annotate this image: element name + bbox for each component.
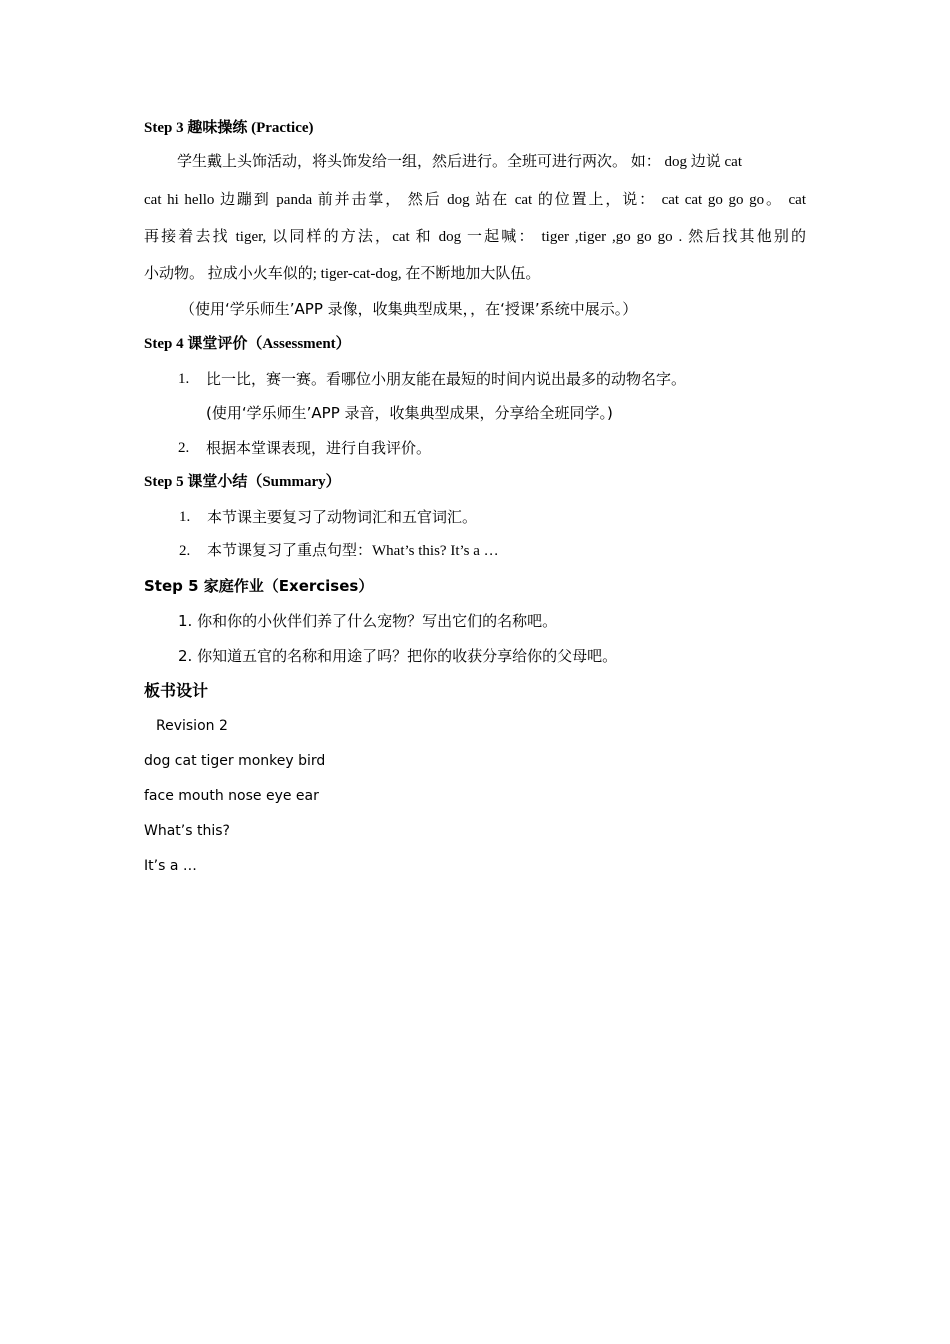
step5-summary-item-1-text: 本节课主要复习了动物词汇和五官词汇。 xyxy=(207,508,478,526)
step4-item-1-number: 1. xyxy=(178,371,190,387)
step3-paragraph-line-3: 再接着去找 tiger, 以同样的方法，cat 和 dog 一起喊： tiger ,tiger ,go go go . 然后找其他别的 xyxy=(144,229,806,245)
board-title: Revision 2 xyxy=(156,718,228,734)
step5-exercises-item-1: 1. 你和你的小伙伴们养了什么宠物？写出它们的名称吧。 xyxy=(178,612,558,630)
step5-exercises-item-2: 2. 你知道五官的名称和用途了吗？把你的收获分享给你的父母吧。 xyxy=(178,647,618,665)
step3-paragraph-line-2: cat hi hello 边蹦到 panda 前并击掌， 然后 dog 站在 cat 的位置上，说： cat cat go go go。 cat xyxy=(144,192,806,208)
step3-paragraph-line-1: 学生戴上头饰活动，将头饰发给一组，然后进行。全班可进行两次。 如： dog 边说 cat xyxy=(177,154,742,170)
step3-heading: Step 3 趣味操练 (Practice) xyxy=(144,120,314,136)
step4-item-1-text: 比一比，赛一赛。看哪位小朋友能在最短的时间内说出最多的动物名字。 xyxy=(206,370,687,388)
step5-summary-item-1-number: 1. xyxy=(179,509,191,525)
board-line-2: face mouth nose eye ear xyxy=(144,788,319,804)
board-heading: 板书设计 xyxy=(144,681,209,700)
step3-paragraph-line-4: 小动物。 拉成小火车似的; tiger-cat-dog, 在不断地加大队伍。 xyxy=(144,266,541,282)
step4-item-1-note: (使用‘学乐师生’APP 录音，收集典型成果，分享给全班同学。) xyxy=(206,404,613,422)
step3-note: （使用‘学乐师生’APP 录像，收集典型成果，，在‘授课’系统中展示。） xyxy=(180,300,638,318)
step4-item-2-text: 根据本堂课表现，进行自我评价。 xyxy=(206,439,432,457)
step4-item-2-number: 2. xyxy=(178,440,190,456)
step5-summary-item-2-number: 2. xyxy=(179,543,191,559)
board-line-3: What’s this? xyxy=(144,823,230,839)
step4-heading: Step 4 课堂评价（Assessment） xyxy=(144,336,351,352)
board-line-4: It’s a … xyxy=(144,858,197,874)
step5-summary-heading: Step 5 课堂小结（Summary） xyxy=(144,474,341,490)
board-line-1: dog cat tiger monkey bird xyxy=(144,753,326,769)
step5-exercises-heading: Step 5 家庭作业（Exercises） xyxy=(144,577,374,595)
step5-summary-item-2-text: 本节课复习了重点句型：What’s this? It’s a … xyxy=(207,543,499,559)
